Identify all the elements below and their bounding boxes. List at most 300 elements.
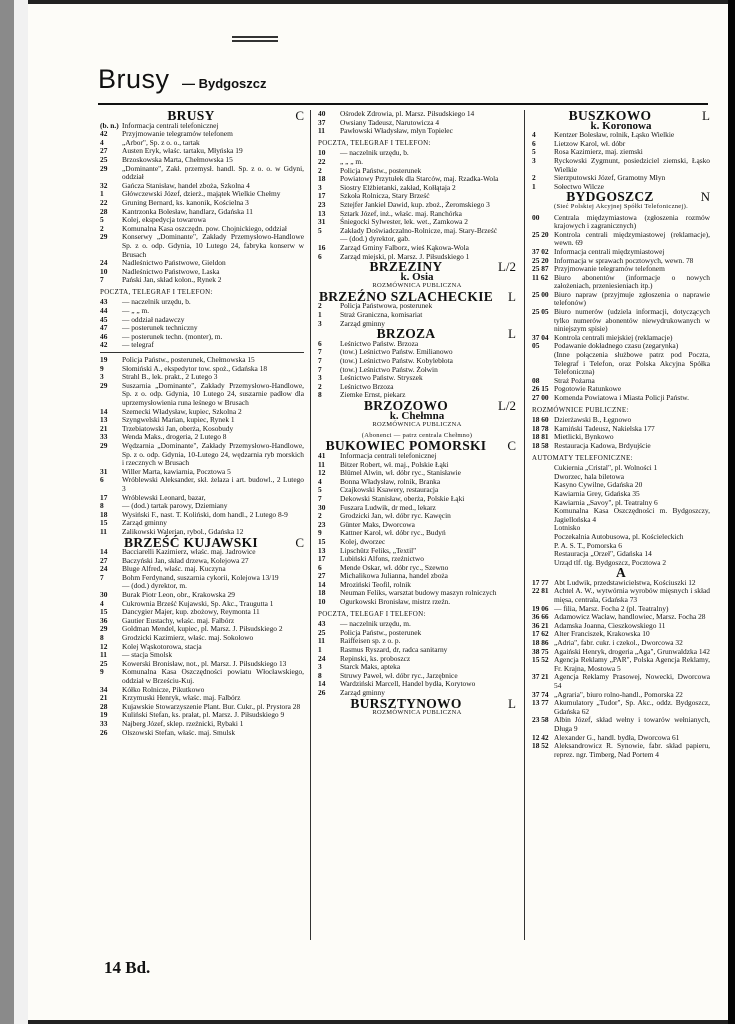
section-code: L [508,326,516,342]
section-name: BUSZKOWO [568,108,652,123]
entry-text: Blümel Alwin, wł. dóbr ryc., Stanisławie [340,468,461,478]
entry-text: Mroziński Teofil, rolnik [340,579,411,589]
entry-number: 23 [318,199,326,209]
directory-entry [318,598,516,607]
entry-number: 27 [100,555,108,565]
directory-entry [100,668,304,685]
entry-number [532,559,554,568]
section-code: C [507,438,516,454]
entry-number [532,464,554,473]
entry-number: 8 [100,501,104,511]
entry-text: — naczelnik urzędu, b. [122,297,191,307]
entry-number: 15 [318,536,326,546]
entry-text: Komenda Powiatowa i Miasta Policji Państw. [554,393,690,402]
entry-text: Grodzicki Jan, wł. dóbr ryc. Kawęcin [340,511,451,521]
entry-text: Raiffeisen sp. z o. p. [340,636,401,646]
entry-text: Restauracja Kadowa, Brdyujście [554,440,651,450]
entry-text: Pawłowski Władysław, młyn Topielec [340,126,453,136]
entry-number: 14 [100,406,108,416]
entry-text: Sztark Józef, inż., właśc. maj. Ranchórka [340,208,462,218]
scan-left-border [0,0,14,1024]
entry-text: Sołectwo Wilcze [554,181,604,191]
entry-text: Biuro numerów (udziela informacji, dotyczących tylko numerów abonentów niewydrukowanych w niniejszym spisie) [554,307,710,334]
entry-text: Kawiarnia Grey, Gdańska 35 [554,488,640,498]
group-header: POCZTA, TELEGRAF I TELEFON: [100,287,213,296]
entry-text: Mende Oskar, wł. dóbr ryc., Szewno [340,562,449,572]
entry-number: 19 [100,355,108,365]
entry-number: 43 [318,619,326,629]
entry-text: Sierzputowski Józef, Gramotny Młyn [554,173,666,183]
group-header: ROZMÓWNICE PUBLICZNE: [532,405,629,414]
entry-number: 7 [318,347,322,357]
entry-number: 6 [318,251,322,261]
entry-number: 25 [100,154,108,164]
entry-number: 6 [318,562,322,572]
entry-rule [100,352,304,353]
section-heading [532,189,710,205]
entry-text: Pogotowie Ratunkowe [554,384,622,394]
entry-text: — (dod.) tartak parowy, Dziemiany [122,501,228,511]
entry-text: Lubiński Alfons, rzeźnictwo [340,554,424,564]
entry-text: Wróblewski Aleksander, skł. żelaza i art. budowl., 2 Lutego 3 [122,475,304,493]
entry-number: 28 [100,206,108,216]
entry-number: 33 [100,718,108,728]
directory-entry [100,476,304,493]
entry-text: Kuliński Stefan, ks. prałat, pl. Marsz. J. Piłsudskiego 9 [122,710,285,720]
entry-number: 10 [318,148,326,158]
entry-text: Bluge Alfred, właśc. maj. Kuczyna [122,564,226,574]
group-header: POCZTA, TELEGAF I TELEFON: [318,609,426,618]
entry-number: 17 [100,492,108,502]
entry-text: Mietlicki, Bynkowo [554,432,614,442]
section-note: (Abonenci — patrz centrala Chełmno) [361,431,473,439]
entry-text: (tow.) Leśnictwo Państw. Żołwin [340,364,438,374]
entry-text: Strahl B., lek. prakt., 2 Lutego 3 [122,372,218,382]
entry-text: Powiatowy Przytułek dla Starców, maj. Rzadka-Wola [340,174,499,184]
entry-text: Pański Jan, skład kolon., Rynek 2 [122,275,222,285]
entry-text: Dworzec, hala biletowa [554,471,624,481]
column-divider-1 [310,110,311,940]
entry-number: 16 [318,242,326,252]
entry-number: 25 87 [532,264,549,274]
entry-number: 1 [318,645,322,655]
directory-entry [100,442,304,468]
entry-number: 18 [318,174,326,184]
directory-entry [100,165,304,182]
entry-text: Leśnictwo Państw. Brzoza [340,338,419,348]
entry-text: „Dominante", Zakł. przemysł. handl. Sp. z o. o. w Gdyni, oddział [122,163,304,182]
entry-number: 5 [100,215,104,225]
entry-text: „Arbor", Sp. z o. o., tartak [122,137,200,147]
directory-entry [532,214,710,231]
entry-text: Kasyno Cywilne, Gdańska 20 [554,480,643,490]
entry-text: Urząd tlf. tlg. Bydgoszcz, Pocztowa 2 [554,557,667,567]
entry-number: 1 [532,181,536,191]
entry-number: 11 [100,650,107,660]
scan-right-edge [728,0,735,1024]
entry-text: — (dod.) dyrektor, gab. [340,234,410,244]
entry-text: Ośrodek Zdrowia, pl. Marsz. Piłsudskiego 14 [340,109,475,118]
entry-number [532,490,554,499]
entry-number: 11 [318,126,325,136]
entry-text: Nadleśnictwo Państwowe, Laska [122,266,220,276]
entry-number: 25 05 [532,307,549,317]
entry-number: 3 [318,662,322,672]
entry-text: Straż Graniczna, komisariat [340,310,423,320]
entry-text: Główczewski Józef, dzierż., majątek Wielkie Chełmy [122,189,281,199]
page-header [98,64,267,95]
entry-number: 13 [100,415,108,425]
entry-number: 17 77 [532,577,549,587]
entry-number: 18 [100,509,108,519]
section-note: ROZMÓWNICA PUBLICZNA [372,282,462,290]
entry-text: Kolej Wąskotorowa, stacja [122,641,202,651]
entry-number: 5 [532,147,536,157]
entry-text: Owsiany Tadeusz, Narutowicza 4 [340,117,440,127]
entry-number: 3 [318,182,322,192]
entry-number: 24 [100,564,108,574]
entry-text: Poczekalnia Autobusowa, pl. Kościeleckich [554,531,684,541]
entry-text: Suszarnia „Dominante", Zakłady Przemysłowo-Handlowe, Sp. z o. odp. Gdynia, 10 Lutego 24, suszarnie padłow dla uprzemysłowienia runa leśnego w Brusach [122,380,304,407]
section-name: BUKOWIEC POMORSKI [325,438,487,454]
entry-text: Wróblewski Leonard, bazar, [122,492,206,502]
entry-text: Kowerski Bronisław, not., pl. Marsz. J. Piłsudskiego 13 [122,658,287,668]
entry-number: 6 [318,338,322,348]
entry-number: (b. n.) [100,120,119,130]
entry-text: — telegraf [122,340,154,350]
entry-number: 15 [100,518,108,528]
entry-number: 7 [318,493,322,503]
entry-text: Agaiński Henryk, drogeria „Aga", Grunwaldzka 142 [554,646,710,656]
entry-number: 25 [318,627,326,637]
entry-number: 25 20 [532,229,549,239]
entry-number: 18 81 [532,432,549,442]
entry-text: Aleksandrowicz R. Synowie, fabr. skład papieru, reprez. ngr. Timberg, Nad Portem 4 [554,741,710,759]
section-subtitle: k. Chełmna [389,409,445,422]
column-left [100,110,304,737]
section-code: L/2 [497,259,516,275]
directory-entry [100,729,304,738]
section-code: C [295,534,304,550]
entry-text: Ryckowski Zygmunt, posiedziciel ziemski, Łąsko Wielkie [554,155,710,174]
section-name: BRZEZINY [369,259,443,275]
group-header: AUTOMATY TELEFONICZNE: [532,453,633,462]
entry-text: Agencja Reklamy Prasowej, Nowecki, Dworcowa 54 [554,672,710,690]
entry-number: 18 78 [532,423,549,433]
entry-number: 2 [318,301,322,311]
entry-text: Szemecki Władysław, kupiec, Szkolna 2 [122,406,242,416]
entry-text: Wardziński Marcell, Handel bydła, Korytowo [340,679,476,689]
directory-entry [532,291,710,308]
page-number: 14 Bd. [104,958,151,977]
entry-text: — filia, Marsz. Focha 2 (pl. Teatralny) [554,603,669,613]
entry-number: 2 [100,223,104,233]
entry-text: Kamiński Tadeusz, Nakielska 177 [554,423,655,433]
section-note: (Sieć Polskiej Akcyjnej Spółki Telefonicznej). [554,202,688,210]
entry-text: Cukrownia Brześć Kujawski, Sp. Akc., Traugutta 1 [122,598,274,608]
entry-number [532,499,554,508]
entry-number: 05 [532,341,540,351]
entry-number: 37 74 [532,689,549,699]
directory-entry [532,742,710,759]
header-town: Brusy [98,64,170,94]
entry-text: Policja Państw., posterunek, Chełmowska 15 [122,355,255,365]
entry-text: (Inne połączenia służbowe patrz pod Poczta, Telegraf i Telefon, oraz Polska Akcyjna Spółka Telefoniczna) [554,350,710,377]
entry-text: Bacciarelli Kazimierz, właśc. maj. Jadrowice [122,547,256,557]
entry-text: Dekowski Stanisław, oberża, Polskie Łąki [340,493,465,503]
directory-entry [532,656,710,673]
entry-number: 4 [532,130,536,140]
entry-number: 36 [100,615,108,625]
entry-text: Bohm Ferdynand, suszarnia cykorii, Kolejowa 13/19 [122,572,279,582]
entry-text: Lotnisko [554,523,581,533]
entry-number: 3 [318,318,322,328]
entry-text: Kolej, ekspedycja towarowa [122,215,206,225]
entry-text: Nadleśnictwo Państwowe, Gieldon [122,258,226,268]
entry-number: 19 [100,710,108,720]
entry-number: 24 [318,653,326,663]
entry-text: Akumulatory „Tudor", Sp. Akc., oddz. Bydgoszcz, Gdańska 62 [554,698,710,716]
entry-text: Dancygier Majer, kup. zbożowy, Reymonta 11 [122,607,260,617]
entry-text: Czajkowski Ksawery, restauracja [340,485,439,495]
section-name: BRZOZA [376,326,436,342]
section-note: ROZMÓWNICA PUBLICZNA [372,421,462,429]
entry-text: Dzierżawski B., Łęgnowo [554,415,632,425]
entry-text: Zarząd gminny [340,318,385,328]
entry-text: Adamska Joanna, Cieszkowskiego 11 [554,620,666,630]
entry-text: Achtel A. W., wytwórnia wyrobów mięsnych i skład mięsa, centrala, Gdańska 73 [554,586,710,605]
entry-text: Goldman Mendel, kupiec, pl. Marsz. J. Piłsudskiego 2 [122,624,283,634]
entry-text: Cukiernia „Cristal", pl. Wolności 1 [554,463,658,473]
entry-text: Kawiarnia „Savoy", pl. Teatralny 6 [554,497,658,507]
section-heading [318,326,516,342]
section-heading [318,695,516,711]
entry-text: — posterunek techniczny [122,323,198,333]
entry-text: Bonna Władysław, rolnik, Branka [340,476,441,486]
entry-text: Zarząd miejski, pl. Marsz. J. Piłsudskiego 1 [340,251,470,261]
entry-number: 2 [318,165,322,175]
entry-number: 7 [100,572,104,582]
entry-text: Zarząd gminny [122,518,167,528]
entry-text: Kujawskie Stowarzyszenie Plant. Bur. Cukr., pl. Prystora 28 [122,701,301,711]
entry-text: Przyjmowanie telegramów telefonem [554,264,665,274]
entry-number: 21 [100,423,108,433]
directory-entry [100,341,304,350]
entry-number: 11 [318,636,325,646]
entry-number: 1 [100,189,104,199]
entry-text: Willer Marta, kawiarnia, Pocztowa 5 [122,466,231,476]
entry-number [532,550,554,559]
entry-number: 12 42 [532,732,549,742]
entry-number: 40 [318,109,326,118]
entry-number: 3 [100,372,104,382]
entry-text: Lipschütz Feliks, „Textil" [340,545,417,555]
section-name: BRZEŹNO SZLACHECKIE [318,288,494,304]
scan-left-margin [14,0,28,1024]
entry-number: 3 [318,373,322,383]
entry-text: — „ „ m. [122,306,150,316]
section-code: L [508,288,516,304]
entry-number: 8 [100,633,104,643]
group-header: POCZTA, TELEGRAF I TELEFON: [318,138,431,147]
header-subtitle: — Bydgoszcz [181,76,267,91]
entry-number: 8 [318,670,322,680]
entry-number [532,533,554,542]
entry-text: Informacja centrali telefonicznej [340,450,437,460]
entry-text: Biuro napraw (przyjmuje zgłoszenia o naprawie telefonów) [554,289,710,308]
entry-number [532,473,554,482]
entry-text: (tow.) Leśnictwo Państw. Emilianowo [340,347,453,357]
entry-number: 22 [100,197,108,207]
entry-number: 14 [318,579,326,589]
section-heading [100,108,304,123]
entry-number: 37 21 [532,672,549,682]
entry-text: Wenda Maks., drogeria, 2 Lutego 8 [122,432,227,442]
entry-text: Kattner Karol, wł. dóbr ryc., Budyń [340,528,446,538]
entry-text: Kontrola centrali międzymiastowej (reklamacje), wewn. 69 [554,229,710,248]
column-middle [318,110,516,720]
entry-number: 2 [532,173,536,183]
entry-number: 22 [318,156,326,166]
entry-text: Rosa Kazimierz, maj. ziemski [554,147,643,157]
entry-text: Fuszara Ludwik, dr med., lekarz [340,502,436,512]
entry-text: Michalikowa Julianna, handel zboża [340,571,448,581]
directory-entry [100,233,304,259]
entry-number: 29 [100,232,108,242]
entry-number: 9 [100,363,104,373]
entry-text: Kantrzonka Bolesław, handlarz, Gdańska 11 [122,206,254,216]
entry-number: 29 [100,624,108,634]
entry-number: 10 [100,266,108,276]
entry-number: 44 [100,306,108,316]
entry-text: Konserwy „Dominante", Zakłady Przemysłowo-Handlowe Sp. z o. odp. Gdynia, 10 Lutego 24, fabryka konserw w Brusach [122,232,304,259]
entry-number: 27 [100,146,108,156]
entry-number: 25 [100,658,108,668]
entry-number: 42 [100,129,108,139]
entry-number: 26 [318,688,326,697]
entry-number: 37 02 [532,246,549,256]
entry-text: Baczyński Jan, skład drzewa, Kolejowa 27 [122,555,249,565]
directory-entry [532,699,710,716]
entry-text: Adamowicz Wacław, handlowiec, Marsz. Focha 28 [554,612,706,622]
entry-text: Olszowski Stefan, właśc. maj. Smulsk [122,727,236,737]
entry-number: 34 [100,684,108,694]
entry-number: 26 15 [532,384,549,394]
entry-number: 11 [100,526,107,536]
entry-number: 25 20 [532,255,549,265]
entry-number: 42 [100,340,108,350]
entry-text: — naczelnik urzędu, m. [340,619,411,629]
entry-number: 18 86 [532,638,549,648]
directory-entry [532,673,710,690]
entry-text: Agencja Reklamy „PAR", Polska Agencja Reklamy, Fr. Krajna, Mostowa 5 [554,655,710,673]
entry-number: 30 [100,590,108,600]
entry-number [532,542,554,551]
entry-text: Burak Piotr Leon, obr., Krakowska 29 [122,590,235,600]
entry-text: Neuman Feliks, warsztat budowy maszyn rolniczych [340,588,497,598]
entry-text: Repinski, ks. proboszcz [340,653,411,663]
entry-number: 36 21 [532,620,549,630]
entry-text: Zarząd gminny [340,688,385,697]
entry-text: — oddział nadawczy [122,314,185,324]
entry-number: 37 04 [532,332,549,342]
entry-text: Biuro abonentów (informacje o nowych założeniach, przeniesieniach itp.) [554,272,710,291]
entry-text: — naczelnik urzędu, b. [340,148,409,158]
directory-entry [532,716,710,733]
entry-number [532,481,554,490]
entry-text: Grodzicki Kazimierz, właśc. maj. Sokołowo [122,633,254,643]
entry-text: Informacja centrali międzymiastowej [554,246,665,256]
entry-text: (tow.) Leśnictwo Państw. Kobylebłota [340,356,453,366]
entry-text: Albin Józef, skład wełny i towarów wełnianych, Długa 9 [554,715,710,733]
entry-number: 26 [100,727,108,737]
entry-number: 24 [100,258,108,268]
section-subtitle: k. Koronowa [590,119,652,132]
entry-number: 17 [318,191,326,201]
section-code: L [702,108,710,123]
directory-entry [532,442,710,451]
entry-text: Śniegocki Sylwester, lek. wet., Zamkowa 2 [340,217,468,227]
entry-text: — (dod.) dyrektor, m. [122,581,187,591]
entry-number: 4 [100,598,104,608]
entry-number [532,507,554,524]
entry-number: 13 [318,545,326,555]
entry-number: 3 [532,155,536,165]
entry-text: Policja Państwowa, posterunek [340,301,433,311]
entry-number: 45 [100,314,108,324]
entry-number: 11 [318,459,325,469]
entry-text: Trzebiatowski Jan, oberża, Kosobudy [122,423,234,433]
entry-number [532,351,554,377]
entry-number: 31 [318,217,326,227]
entry-number: 4 [318,476,322,486]
entry-number: 31 [100,466,108,476]
entry-text: Austen Eryk, właśc. tartaku, Młyńska 19 [122,146,243,156]
entry-number: 8 [318,390,322,400]
entry-number: 9 [100,667,104,677]
entry-text: Najberg Józef, sklep. rzeźnicki, Rybaki 1 [122,718,244,728]
entry-number: 15 [100,607,108,617]
section-code: L [508,695,516,711]
entry-number: 00 [532,212,540,222]
entry-number: 19 06 [532,603,549,613]
entry-number: 22 81 [532,586,549,596]
header-rule [98,103,708,105]
section-heading [318,438,516,454]
entry-text: Leśnictwo Państw. Stryszek [340,373,423,383]
letter-heading [532,565,710,581]
entry-number: 15 52 [532,655,549,665]
entry-number: 11 62 [532,272,549,282]
entry-number: 2 [318,511,322,521]
entry-text: Komunalna Kasa oszczędn. pow. Chojnickiego, oddział [122,223,287,233]
entry-text: Lietzow Karol, wł. dóbr [554,138,626,148]
entry-number: 13 77 [532,698,549,708]
entry-text: Wędzarnia „Dominante", Zakłady Przemysłowo-Handlowe, Sp. z o. odp. Gdynia, 10-Lutego 24, wędzarnia ryb morskich i rzecznych w Brusach [122,440,304,468]
section-name: BRUSY [167,108,215,123]
entry-number: 4 [100,137,104,147]
section-name: BURSZTYNOWO [350,695,462,711]
entry-number: 18 52 [532,741,549,751]
entry-number: 7 [318,356,322,366]
entry-text: — posterunek techn. (monter), m. [122,331,223,341]
entry-text: P. A. S. T., Pomorska 6 [554,540,622,550]
entry-number: 5 [318,225,322,235]
entry-text: Zalikowski Walerian, rybol., Gdańska 12 [122,526,244,536]
entry-number: 12 [318,468,326,478]
entry-text: Abt Ludwik, przedstawicielstwa, Kościuszki 12 [554,577,696,587]
entry-number: 12 [100,641,108,651]
